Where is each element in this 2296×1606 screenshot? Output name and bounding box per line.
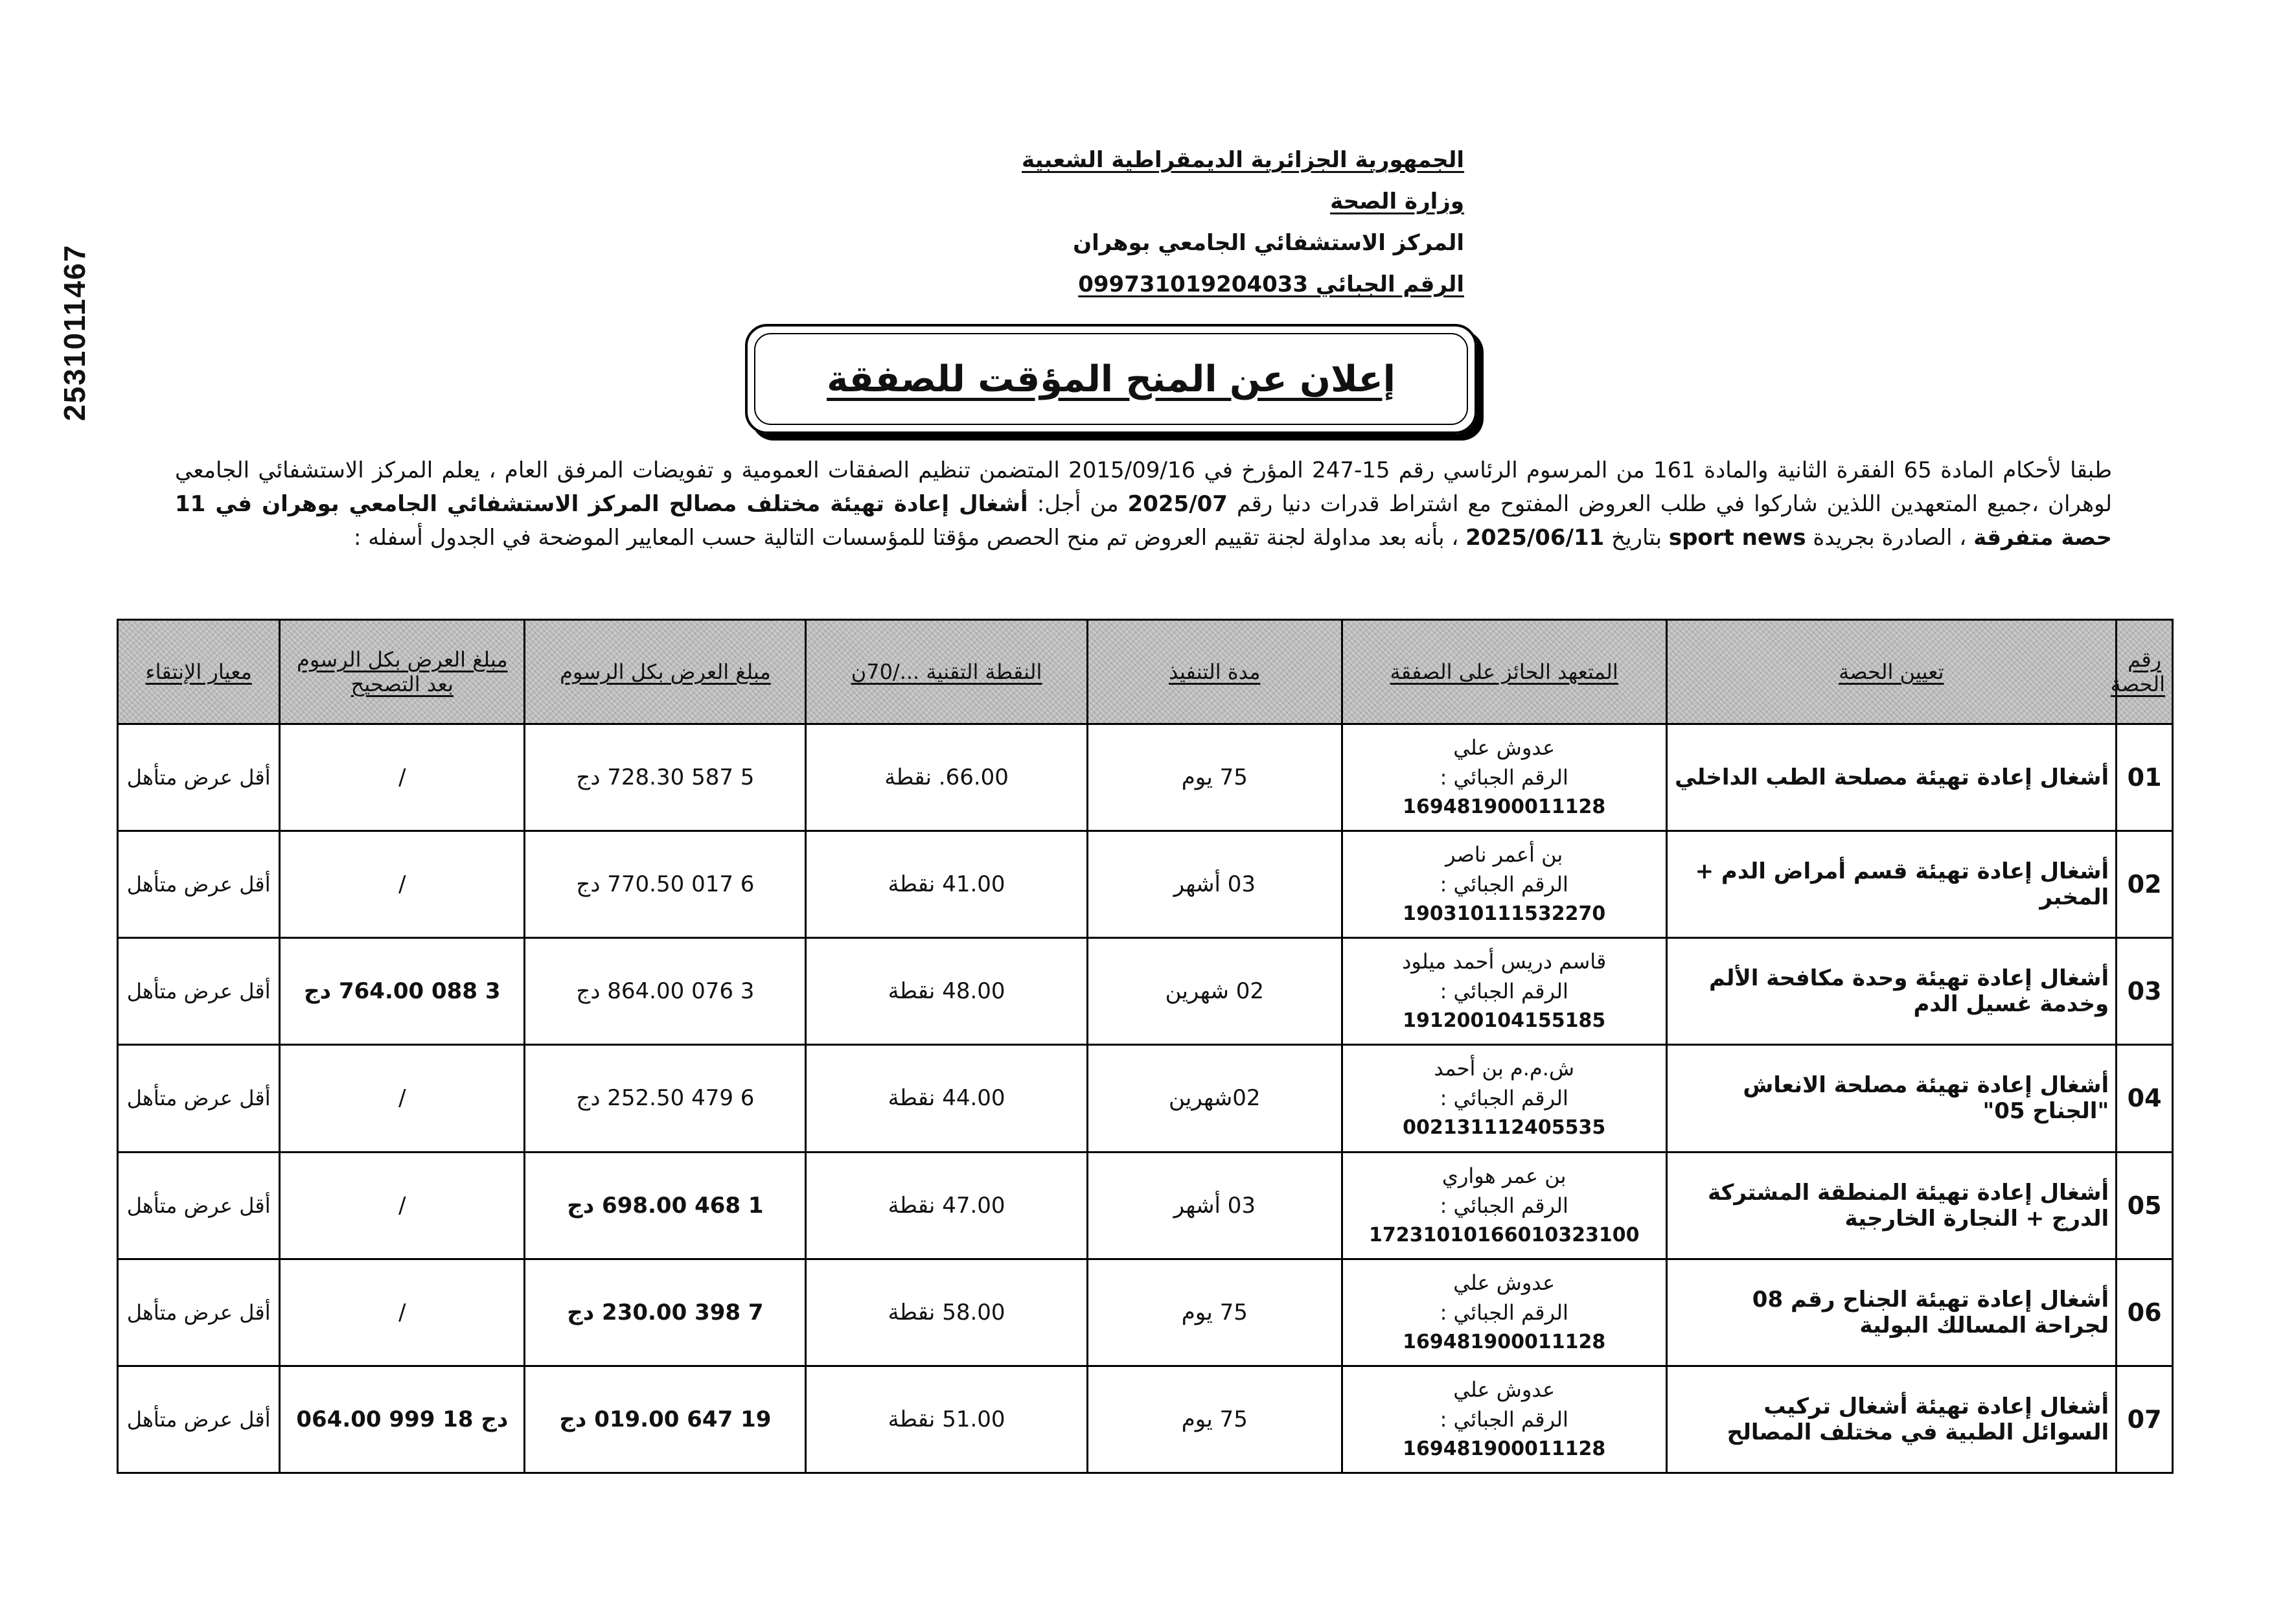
republic-name: الجمهورية الجزائرية الديمقراطية الشعبية bbox=[1022, 147, 1464, 173]
corrected-amount-cell: 3 088 764.00 دج bbox=[280, 938, 525, 1045]
tax-id-label: الرقم الجبائي : bbox=[1440, 872, 1568, 897]
corrected-amount-cell: / bbox=[280, 1259, 525, 1366]
intro-text-2: من أجل: bbox=[1037, 491, 1119, 517]
corrected-amount-cell: / bbox=[280, 831, 525, 938]
duration-cell: 03 أشهر bbox=[1087, 831, 1342, 938]
project-description: أشغال إعادة تهيئة مختلف مصالح المركز الاستشفائي الجامعي بوهران في 11 حصة متفرقة bbox=[175, 491, 2112, 551]
bidder-name: بن أعمر ناصر bbox=[1445, 842, 1563, 867]
side-reference-number: 2531011467 bbox=[58, 244, 91, 421]
hospital-name: المركز الاستشفائي الجامعي بوهران bbox=[1073, 230, 1464, 256]
technical-score-cell: 47.00 نقطة bbox=[806, 1152, 1087, 1259]
technical-score-cell: 66.00. نقطة bbox=[806, 724, 1087, 831]
lot-designation-cell: أشغال إعادة تهيئة مصلحة الانعاش "الجناح 05" bbox=[1666, 1045, 2117, 1152]
header-bidder: المتعهد الحائز على الصفقة bbox=[1342, 620, 1666, 724]
intro-text-3: ، الصادرة بجريدة bbox=[1813, 525, 1967, 551]
technical-score-cell: 44.00 نقطة bbox=[806, 1045, 1087, 1152]
selection-criterion-cell: أقل عرض متأهل bbox=[118, 831, 280, 938]
bidder-tax-id: 169481900011128 bbox=[1403, 1330, 1606, 1353]
table-row bbox=[118, 831, 2173, 938]
bidder-cell bbox=[1342, 831, 1666, 938]
table-row bbox=[118, 938, 2173, 1045]
amount-cell: 6 017 770.50 دج bbox=[525, 831, 806, 938]
lot-number-cell: 03 bbox=[2117, 938, 2173, 1045]
tax-id-label: الرقم الجبائي : bbox=[1440, 1086, 1568, 1111]
lot-designation-cell: أشغال إعادة تهيئة قسم أمراض الدم + المخبر bbox=[1666, 831, 2117, 938]
table-row bbox=[118, 1259, 2173, 1366]
amount-cell: 5 587 728.30 دج bbox=[525, 724, 806, 831]
bidder-tax-id: 17231010166010323100 bbox=[1368, 1223, 1640, 1246]
tax-id-label: الرقم الجبائي : bbox=[1440, 1406, 1568, 1432]
selection-criterion-cell: أقل عرض متأهل bbox=[118, 1152, 280, 1259]
tax-id-label: الرقم الجبائي : bbox=[1440, 979, 1568, 1004]
header-duration: مدة التنفيذ bbox=[1087, 620, 1342, 724]
publication-date: 2025/06/11 bbox=[1465, 525, 1605, 551]
bidder-name: عدوش علي bbox=[1453, 1270, 1556, 1295]
table-header-row bbox=[118, 620, 2173, 724]
bidder-name: عدوش علي bbox=[1453, 735, 1556, 761]
lot-designation-cell: أشغال إعادة تهيئة الجناح رقم 08 لجراحة المسالك البولية bbox=[1666, 1259, 2117, 1366]
technical-score-cell: 41.00 نقطة bbox=[806, 831, 1087, 938]
bidder-tax-id: 169481900011128 bbox=[1403, 1437, 1606, 1460]
announcement-title-box bbox=[745, 324, 1477, 434]
duration-cell: 75 يوم bbox=[1087, 724, 1342, 831]
lot-designation-cell: أشغال إعادة تهيئة وحدة مكافحة الألم وخدمة غسيل الدم bbox=[1666, 938, 2117, 1045]
bidder-name: عدوش علي bbox=[1453, 1377, 1556, 1402]
tax-id-label: الرقم الجبائي : bbox=[1440, 765, 1568, 790]
lot-number-cell: 01 bbox=[2117, 724, 2173, 831]
lot-number-cell: 07 bbox=[2117, 1366, 2173, 1473]
tender-reference: 2025/07 bbox=[1127, 491, 1228, 517]
intro-text-1: طبقا لأحكام المادة 65 الفقرة الثانية والمادة 161 من المرسوم الرئاسي رقم 15-247 المؤرخ في 2015/09/16 المتضمن تنظيم الصفقات العمومية و تفويضات المرفق العام ، يعلم المركز الاستشفائي الجامعي لوهران ،جميع المتعهدين اللذين شاركوا في طلب العروض المفتوح مع اشتراط قدرات دنيا رقم bbox=[175, 457, 2113, 517]
lot-designation-cell: أشغال إعادة تهيئة المنطقة المشتركة الدرج + النجارة الخارجية bbox=[1666, 1152, 2117, 1259]
amount-cell: 19 647 019.00 دج bbox=[525, 1366, 806, 1473]
duration-cell: 02شهرين bbox=[1087, 1045, 1342, 1152]
table-row bbox=[118, 1366, 2173, 1473]
amount-cell: 1 468 698.00 دج bbox=[525, 1152, 806, 1259]
newspaper-name: sport news bbox=[1668, 525, 1806, 551]
amount-cell: 6 479 252.50 دج bbox=[525, 1045, 806, 1152]
intro-paragraph bbox=[175, 453, 2112, 555]
lot-number-cell: 02 bbox=[2117, 831, 2173, 938]
award-table bbox=[117, 619, 2174, 1474]
lot-designation-cell: أشغال إعادة تهيئة مصلحة الطب الداخلي bbox=[1666, 724, 2117, 831]
header-lot-number: رقم الحصة bbox=[2117, 620, 2173, 724]
duration-cell: 75 يوم bbox=[1087, 1366, 1342, 1473]
tax-id-label: الرقم الجبائي : bbox=[1440, 1193, 1568, 1218]
amount-cell: 7 398 230.00 دج bbox=[525, 1259, 806, 1366]
letterhead bbox=[842, 139, 1464, 305]
bidder-tax-id: 002131112405535 bbox=[1403, 1116, 1606, 1140]
header-selection-criterion: معيار الإنتقاء bbox=[118, 620, 280, 724]
tax-id: الرقم الجبائي 099731019204033 bbox=[1078, 271, 1464, 297]
technical-score-cell: 58.00 نقطة bbox=[806, 1259, 1087, 1366]
corrected-amount-cell: / bbox=[280, 1152, 525, 1259]
ministry-name: وزارة الصحة bbox=[1330, 189, 1464, 214]
selection-criterion-cell: أقل عرض متأهل bbox=[118, 1045, 280, 1152]
bidder-tax-id: 169481900011128 bbox=[1403, 796, 1606, 819]
table-row bbox=[118, 724, 2173, 831]
table-row bbox=[118, 1045, 2173, 1152]
tax-id-label: الرقم الجبائي : bbox=[1440, 1300, 1568, 1325]
bidder-cell bbox=[1342, 1152, 1666, 1259]
bidder-name: قاسم دريس أحمد ميلود bbox=[1402, 949, 1607, 974]
bidder-cell bbox=[1342, 938, 1666, 1045]
lot-number-cell: 06 bbox=[2117, 1259, 2173, 1366]
bidder-cell bbox=[1342, 1259, 1666, 1366]
table-row bbox=[118, 1152, 2173, 1259]
header-technical-score: النقطة التقنية .../70ن bbox=[806, 620, 1087, 724]
intro-text-5: ، بأنه بعد مداولة لجنة تقييم العروض تم منح الحصص مؤقتا للمؤسسات التالية حسب المعايير الموضحة في الجدول أسفله : bbox=[354, 525, 1459, 551]
duration-cell: 75 يوم bbox=[1087, 1259, 1342, 1366]
selection-criterion-cell: أقل عرض متأهل bbox=[118, 1259, 280, 1366]
selection-criterion-cell: أقل عرض متأهل bbox=[118, 724, 280, 831]
lot-number-cell: 04 bbox=[2117, 1045, 2173, 1152]
selection-criterion-cell: أقل عرض متأهل bbox=[118, 938, 280, 1045]
bidder-name: بن عمر هواري bbox=[1441, 1163, 1567, 1188]
corrected-amount-cell: دج 18 999 064.00 bbox=[280, 1366, 525, 1473]
bidder-tax-id: 190310111532270 bbox=[1403, 902, 1606, 926]
technical-score-cell: 51.00 نقطة bbox=[806, 1366, 1087, 1473]
lot-designation-cell: أشغال إعادة تهيئة أشغال تركيب السوائل الطبية في مختلف المصالح bbox=[1666, 1366, 2117, 1473]
duration-cell: 02 شهرين bbox=[1087, 938, 1342, 1045]
duration-cell: 03 أشهر bbox=[1087, 1152, 1342, 1259]
amount-cell: 3 076 864.00 دج bbox=[525, 938, 806, 1045]
announcement-title: إعلان عن المنح المؤقت للصفقة bbox=[754, 333, 1468, 425]
corrected-amount-cell: / bbox=[280, 724, 525, 831]
bidder-cell bbox=[1342, 1045, 1666, 1152]
bidder-name: ش.م.م بن أحمد bbox=[1434, 1056, 1575, 1081]
header-lot-designation: تعيين الحصة bbox=[1666, 620, 2117, 724]
header-amount: مبلغ العرض بكل الرسوم bbox=[525, 620, 806, 724]
intro-text-4: بتاريخ bbox=[1611, 525, 1662, 551]
technical-score-cell: 48.00 نقطة bbox=[806, 938, 1087, 1045]
lot-number-cell: 05 bbox=[2117, 1152, 2173, 1259]
bidder-tax-id: 191200104155185 bbox=[1403, 1009, 1606, 1033]
bidder-cell bbox=[1342, 724, 1666, 831]
selection-criterion-cell: أقل عرض متأهل bbox=[118, 1366, 280, 1473]
bidder-cell bbox=[1342, 1366, 1666, 1473]
header-corrected-amount: مبلغ العرض بكل الرسوم بعد التصحيح bbox=[280, 620, 525, 724]
corrected-amount-cell: / bbox=[280, 1045, 525, 1152]
